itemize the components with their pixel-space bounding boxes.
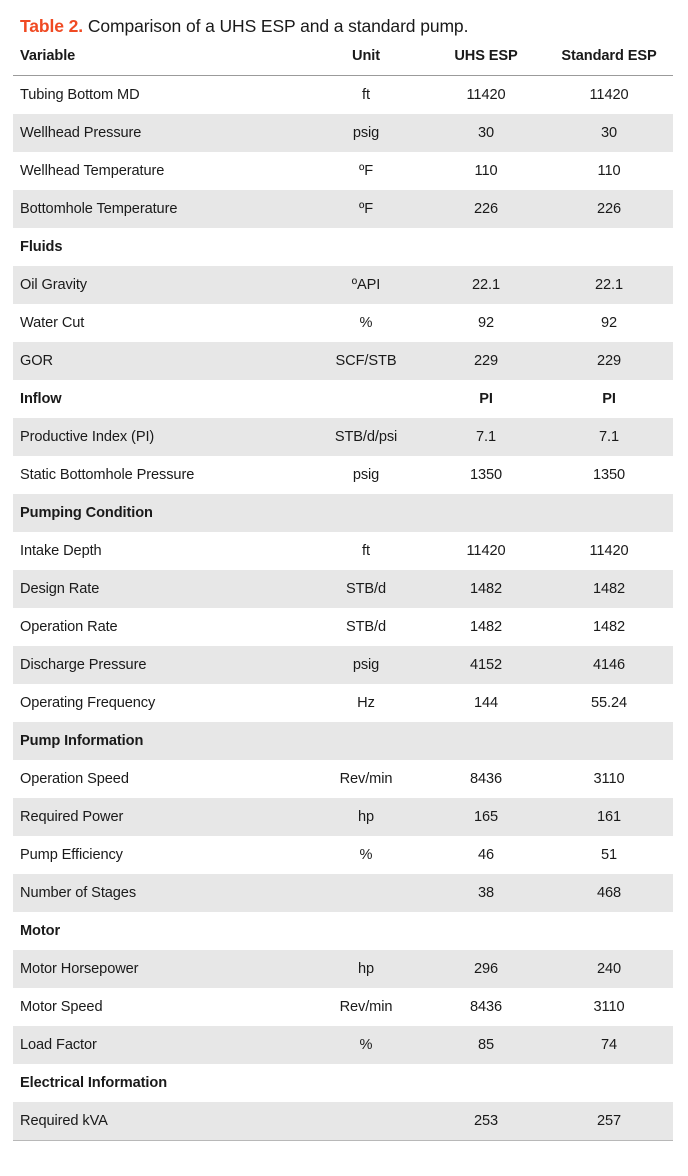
cell-variable: Operating Frequency <box>13 684 305 722</box>
cell-unit: % <box>305 836 427 874</box>
cell-standard-esp: 22.1 <box>545 266 673 304</box>
cell-unit: ft <box>305 75 427 114</box>
table-row <box>13 874 673 912</box>
cell-uhs-esp: 4152 <box>427 646 545 684</box>
cell-unit <box>305 874 427 912</box>
cell-unit: ºAPI <box>305 266 427 304</box>
cell-standard-esp <box>545 912 673 950</box>
cell-variable: Intake Depth <box>13 532 305 570</box>
table-section-row <box>13 494 673 532</box>
cell-standard-esp: PI <box>545 380 673 418</box>
cell-uhs-esp: 30 <box>427 114 545 152</box>
cell-standard-esp: 55.24 <box>545 684 673 722</box>
cell-unit: Rev/min <box>305 760 427 798</box>
cell-variable: Motor Horsepower <box>13 950 305 988</box>
cell-standard-esp <box>545 228 673 266</box>
table-row <box>13 798 673 836</box>
cell-standard-esp: 468 <box>545 874 673 912</box>
cell-uhs-esp: 253 <box>427 1102 545 1141</box>
table-header-row <box>13 48 673 76</box>
cell-unit: psig <box>305 114 427 152</box>
cell-standard-esp: 1350 <box>545 456 673 494</box>
cell-unit: STB/d <box>305 608 427 646</box>
cell-standard-esp: 74 <box>545 1026 673 1064</box>
cell-unit <box>305 1102 427 1141</box>
cell-variable: Pump Efficiency <box>13 836 305 874</box>
table-row <box>13 1102 673 1141</box>
cell-unit: Rev/min <box>305 988 427 1026</box>
cell-uhs-esp: 110 <box>427 152 545 190</box>
table-row <box>13 456 673 494</box>
cell-uhs-esp: 8436 <box>427 760 545 798</box>
cell-variable: Productive Index (PI) <box>13 418 305 456</box>
cell-unit: psig <box>305 646 427 684</box>
cell-variable: Water Cut <box>13 304 305 342</box>
column-header-variable: Variable <box>13 48 305 76</box>
comparison-table <box>13 48 673 1141</box>
cell-uhs-esp <box>427 228 545 266</box>
cell-uhs-esp: 11420 <box>427 75 545 114</box>
table-row <box>13 836 673 874</box>
column-header-uhs-esp: UHS ESP <box>427 48 545 76</box>
table-body <box>13 75 673 1140</box>
table-row <box>13 684 673 722</box>
table-row <box>13 75 673 114</box>
cell-unit: hp <box>305 950 427 988</box>
cell-uhs-esp: 226 <box>427 190 545 228</box>
cell-variable: GOR <box>13 342 305 380</box>
cell-unit: Hz <box>305 684 427 722</box>
cell-unit <box>305 494 427 532</box>
cell-uhs-esp: 1350 <box>427 456 545 494</box>
table-section-row <box>13 912 673 950</box>
cell-uhs-esp: 296 <box>427 950 545 988</box>
cell-unit <box>305 228 427 266</box>
cell-variable: Fluids <box>13 228 305 266</box>
cell-variable: Load Factor <box>13 1026 305 1064</box>
cell-uhs-esp: 46 <box>427 836 545 874</box>
cell-unit: hp <box>305 798 427 836</box>
cell-uhs-esp: PI <box>427 380 545 418</box>
table-row <box>13 532 673 570</box>
cell-variable: Tubing Bottom MD <box>13 75 305 114</box>
cell-standard-esp: 110 <box>545 152 673 190</box>
cell-variable: Discharge Pressure <box>13 646 305 684</box>
cell-uhs-esp: 229 <box>427 342 545 380</box>
cell-unit: ºF <box>305 152 427 190</box>
column-header-unit: Unit <box>305 48 427 76</box>
cell-uhs-esp: 8436 <box>427 988 545 1026</box>
cell-variable: Number of Stages <box>13 874 305 912</box>
cell-standard-esp: 7.1 <box>545 418 673 456</box>
cell-variable: Operation Rate <box>13 608 305 646</box>
cell-unit <box>305 1064 427 1102</box>
cell-uhs-esp: 22.1 <box>427 266 545 304</box>
cell-variable: Motor Speed <box>13 988 305 1026</box>
cell-unit: ft <box>305 532 427 570</box>
cell-standard-esp <box>545 722 673 760</box>
cell-uhs-esp: 38 <box>427 874 545 912</box>
cell-variable: Required Power <box>13 798 305 836</box>
table-section-row <box>13 380 673 418</box>
cell-uhs-esp <box>427 912 545 950</box>
cell-uhs-esp: 1482 <box>427 570 545 608</box>
table-section-row <box>13 722 673 760</box>
cell-standard-esp <box>545 1064 673 1102</box>
cell-variable: Static Bottomhole Pressure <box>13 456 305 494</box>
table-row <box>13 570 673 608</box>
cell-standard-esp: 92 <box>545 304 673 342</box>
cell-variable: Inflow <box>13 380 305 418</box>
cell-variable: Electrical Information <box>13 1064 305 1102</box>
table-row <box>13 608 673 646</box>
cell-variable: Design Rate <box>13 570 305 608</box>
table-header <box>13 48 673 76</box>
cell-unit: psig <box>305 456 427 494</box>
table-row <box>13 304 673 342</box>
cell-standard-esp: 240 <box>545 950 673 988</box>
cell-standard-esp: 229 <box>545 342 673 380</box>
cell-standard-esp: 257 <box>545 1102 673 1141</box>
table-row <box>13 988 673 1026</box>
cell-variable: Wellhead Pressure <box>13 114 305 152</box>
table-row <box>13 950 673 988</box>
cell-variable: Pump Information <box>13 722 305 760</box>
cell-unit: STB/d <box>305 570 427 608</box>
cell-unit: % <box>305 1026 427 1064</box>
table-row <box>13 1026 673 1064</box>
table-caption-label: Table 2. <box>20 16 84 36</box>
table-row <box>13 760 673 798</box>
cell-standard-esp: 4146 <box>545 646 673 684</box>
cell-unit <box>305 380 427 418</box>
cell-variable: Required kVA <box>13 1102 305 1141</box>
table-section-row <box>13 228 673 266</box>
cell-uhs-esp: 11420 <box>427 532 545 570</box>
table-row <box>13 342 673 380</box>
cell-variable: Motor <box>13 912 305 950</box>
cell-unit <box>305 912 427 950</box>
cell-unit: STB/d/psi <box>305 418 427 456</box>
cell-uhs-esp: 85 <box>427 1026 545 1064</box>
table-row <box>13 114 673 152</box>
cell-variable: Wellhead Temperature <box>13 152 305 190</box>
cell-standard-esp: 226 <box>545 190 673 228</box>
cell-variable: Pumping Condition <box>13 494 305 532</box>
cell-standard-esp: 11420 <box>545 75 673 114</box>
cell-standard-esp: 1482 <box>545 608 673 646</box>
cell-variable: Operation Speed <box>13 760 305 798</box>
table-caption-text: Comparison of a UHS ESP and a standard pump. <box>83 16 469 36</box>
cell-standard-esp: 11420 <box>545 532 673 570</box>
cell-standard-esp: 3110 <box>545 760 673 798</box>
table-row <box>13 418 673 456</box>
cell-standard-esp: 3110 <box>545 988 673 1026</box>
cell-standard-esp: 51 <box>545 836 673 874</box>
table-caption <box>0 0 688 48</box>
table-row <box>13 646 673 684</box>
cell-uhs-esp: 1482 <box>427 608 545 646</box>
cell-uhs-esp <box>427 1064 545 1102</box>
table-section-row <box>13 1064 673 1102</box>
cell-unit: SCF/STB <box>305 342 427 380</box>
table-row <box>13 190 673 228</box>
cell-standard-esp: 161 <box>545 798 673 836</box>
cell-variable: Bottomhole Temperature <box>13 190 305 228</box>
cell-unit: ºF <box>305 190 427 228</box>
table-row <box>13 152 673 190</box>
cell-standard-esp: 1482 <box>545 570 673 608</box>
table-row <box>13 266 673 304</box>
cell-unit: % <box>305 304 427 342</box>
cell-uhs-esp <box>427 494 545 532</box>
cell-variable: Oil Gravity <box>13 266 305 304</box>
cell-uhs-esp <box>427 722 545 760</box>
cell-standard-esp <box>545 494 673 532</box>
cell-uhs-esp: 92 <box>427 304 545 342</box>
column-header-standard-esp: Standard ESP <box>545 48 673 76</box>
cell-uhs-esp: 7.1 <box>427 418 545 456</box>
cell-uhs-esp: 144 <box>427 684 545 722</box>
cell-standard-esp: 30 <box>545 114 673 152</box>
cell-unit <box>305 722 427 760</box>
cell-uhs-esp: 165 <box>427 798 545 836</box>
